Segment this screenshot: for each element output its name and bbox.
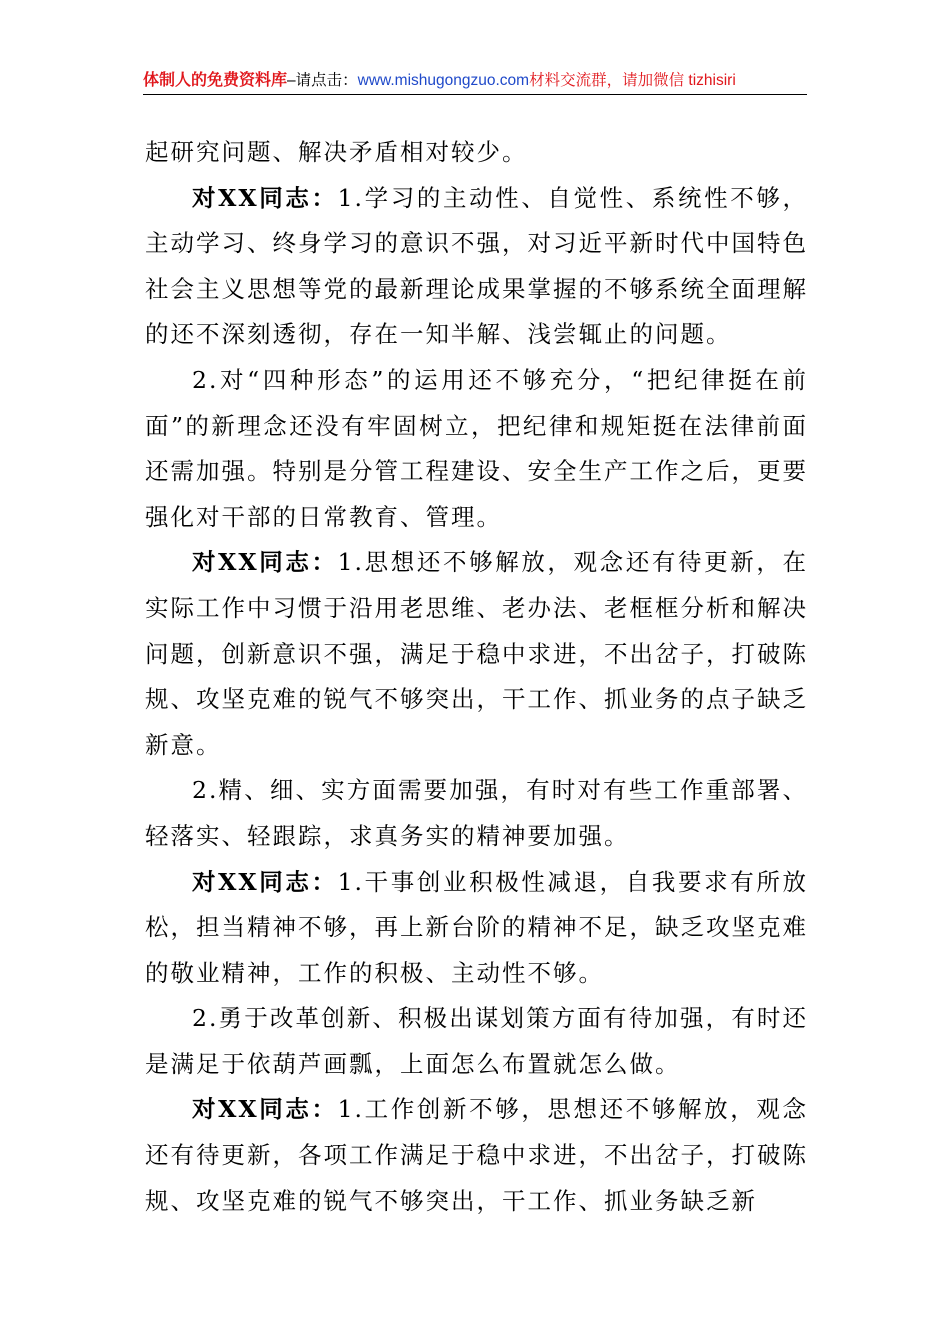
paragraph-text: 2.勇于改革创新、积极出谋划策方面有待加强，有时还是满足于依葫芦画瓢，上面怎么布置就怎么做。 [145,1004,808,1078]
paragraph [145,176,808,358]
paragraph-text: 2.对“四种形态”的运用还不够充分，“把纪律挺在前面”的新理念还没有牢固树立，把纪律和规矩挺在法律前面还需加强。特别是分管工程建设、安全生产工作之后，更要强化对干部的日常教育、管理。 [145,365,808,531]
paragraph-text: 1.思想还不够解放，观念还有待更新，在实际工作中习惯于沿用老思维、老办法、老框框分析和解决问题，创新意识不强，满足于稳中求进，不出岔子，打破陈规、攻坚克难的锐气不够突出，干工作、抓业务的点子缺乏新意。 [145,548,808,759]
document-body [145,130,808,1224]
paragraph-lead: 对XX同志： [192,183,338,212]
paragraph [145,130,808,176]
page-header [143,68,807,95]
paragraph [145,996,808,1087]
header-prompt: –请点击： [287,72,358,89]
paragraph-text: 起研究问题、解决矛盾相对较少。 [145,138,528,166]
paragraph-text: 1.工作创新不够，思想还不够解放，观念还有待更新，各项工作满足于稳中求进，不出岔子，打破陈规、攻坚克难的锐气不够突出，干工作、抓业务缺乏新 [145,1095,808,1215]
paragraph-lead: 对XX同志： [192,867,338,896]
paragraph-text: 1.学习的主动性、自觉性、系统性不够，主动学习、终身学习的意识不强，对习近平新时代中国特色社会主义思想等党的最新理论成果掌握的不够系统全面理解的还不深刻透彻，存在一知半解、浅尝辄止的问题。 [145,183,808,349]
paragraph [145,860,808,997]
paragraph-text: 1.干事创业积极性减退，自我要求有所放松，担当精神不够，再上新台阶的精神不足，缺乏攻坚克难的敬业精神，工作的积极、主动性不够。 [145,867,808,987]
paragraph [145,768,808,859]
paragraph [145,1087,808,1224]
header-contact: 材料交流群，请加微信 tizhisiri [529,72,736,89]
paragraph-text: 2.精、细、实方面需要加强，有时对有些工作重部署、轻落实、轻跟踪，求真务实的精神要加强。 [145,776,808,850]
paragraph [145,540,808,768]
paragraph-lead: 对XX同志： [192,548,338,577]
paragraph-lead: 对XX同志： [192,1095,338,1124]
header-url-link[interactable]: www.mishugongzuo.com [357,72,530,89]
header-brand: 体制人的免费资料库 [143,72,288,89]
paragraph [145,358,808,540]
